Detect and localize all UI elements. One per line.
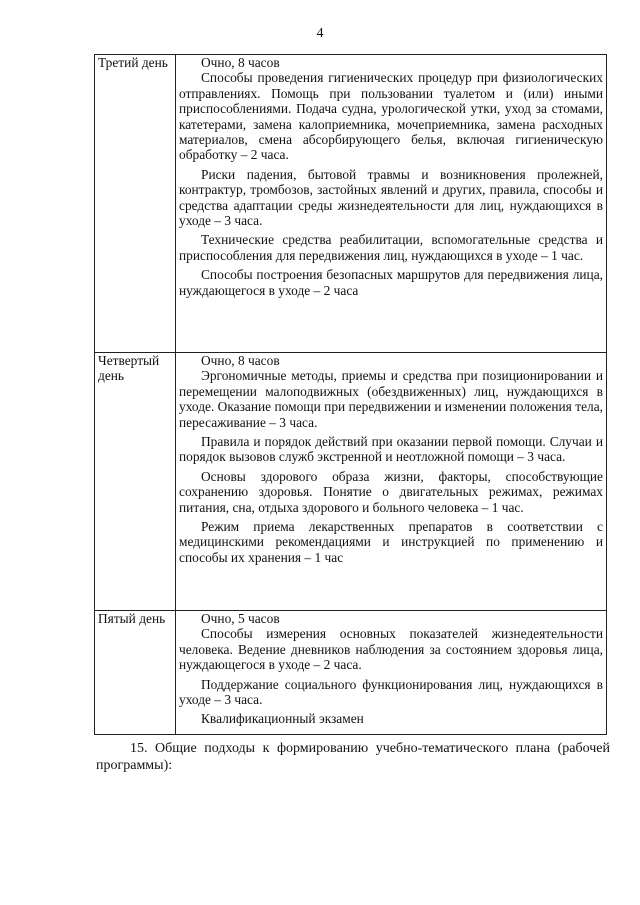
- topic-paragraph: Квалификационный экзамен: [201, 711, 364, 727]
- table-row: [95, 55, 607, 353]
- topic-paragraph: Риски падения, бытовой травмы и возникновения пролежней, контрактур, тромбозов, застойных явлений и других, правила, способы и средства адаптации среды жизнедеятельности для лиц, нуждающихся в уходе – 3 часа.: [179, 166, 603, 229]
- page-number: 4: [316, 26, 324, 41]
- topic-paragraph: Эргономичные методы, приемы и средства при позиционировании и перемещении малоподвижных (обездвиженных) лиц, нуждающихся в уходе. Оказание помощи при передвижении и изменении положения тела, пересаживание – 3 часа.: [179, 368, 603, 430]
- day-content: [176, 353, 607, 611]
- topic-paragraph: Поддержание социального функционирования лиц, нуждающихся в уходе – 3 часа.: [179, 676, 603, 708]
- topic-paragraph: Способы измерения основных показателей жизнедеятельности человека. Ведение дневников наблюдения за состоянием здоровья лица, нуждающегося в уходе – 2 часа.: [179, 626, 603, 673]
- study-mode: Очно, 5 часов: [201, 611, 280, 626]
- study-mode: Очно, 8 часов: [201, 55, 280, 70]
- topic-paragraph: Способы проведения гигиенических процедур при физиологических отправлениях. Помощь при пользовании туалетом и (или) иными приспособлениями. Подача судна, урологической утки, уход за стомами, катетерами, замена калоприемника, мочеприемника, замена расходных материалов, смена абсорбирующего белья, включая гигиеническую обработку – 2 часа.: [179, 70, 603, 163]
- study-mode: Очно, 8 часов: [201, 353, 280, 368]
- day-label: Пятый день: [95, 611, 176, 735]
- table-row: [95, 611, 607, 735]
- topic-paragraph: Способы построения безопасных маршрутов для передвижения лица, нуждающегося в уходе – 2 часа: [179, 267, 603, 298]
- section-paragraph: 15. Общие подходы к формированию учебно-тематического плана (рабочей программы):: [96, 741, 610, 773]
- day-content: [176, 611, 607, 735]
- topic-paragraph: Основы здорового образа жизни, факторы, способствующие сохранению здоровья. Понятие о двигательных режимах, режимах питания, сна, отдыха здорового и больного человека – 1 час.: [179, 468, 603, 515]
- day-label: Четвертый день: [95, 353, 176, 611]
- topic-paragraph: Правила и порядок действий при оказании первой помощи. Случаи и порядок вызовов служб экстренной и неотложной помощи – 3 часа.: [179, 434, 603, 465]
- schedule-table: [94, 54, 607, 735]
- topic-paragraph: Режим приема лекарственных препаратов в соответствии с медицинскими рекомендациями и инструкцией по применению и способы их хранения – 1 час: [179, 519, 603, 565]
- day-label: Третий день: [95, 55, 176, 353]
- day-content: [176, 55, 607, 353]
- topic-paragraph: Технические средства реабилитации, вспомогательные средства и приспособления для передвижения лиц, нуждающихся в уходе – 1 час.: [179, 232, 603, 263]
- table-row: [95, 353, 607, 611]
